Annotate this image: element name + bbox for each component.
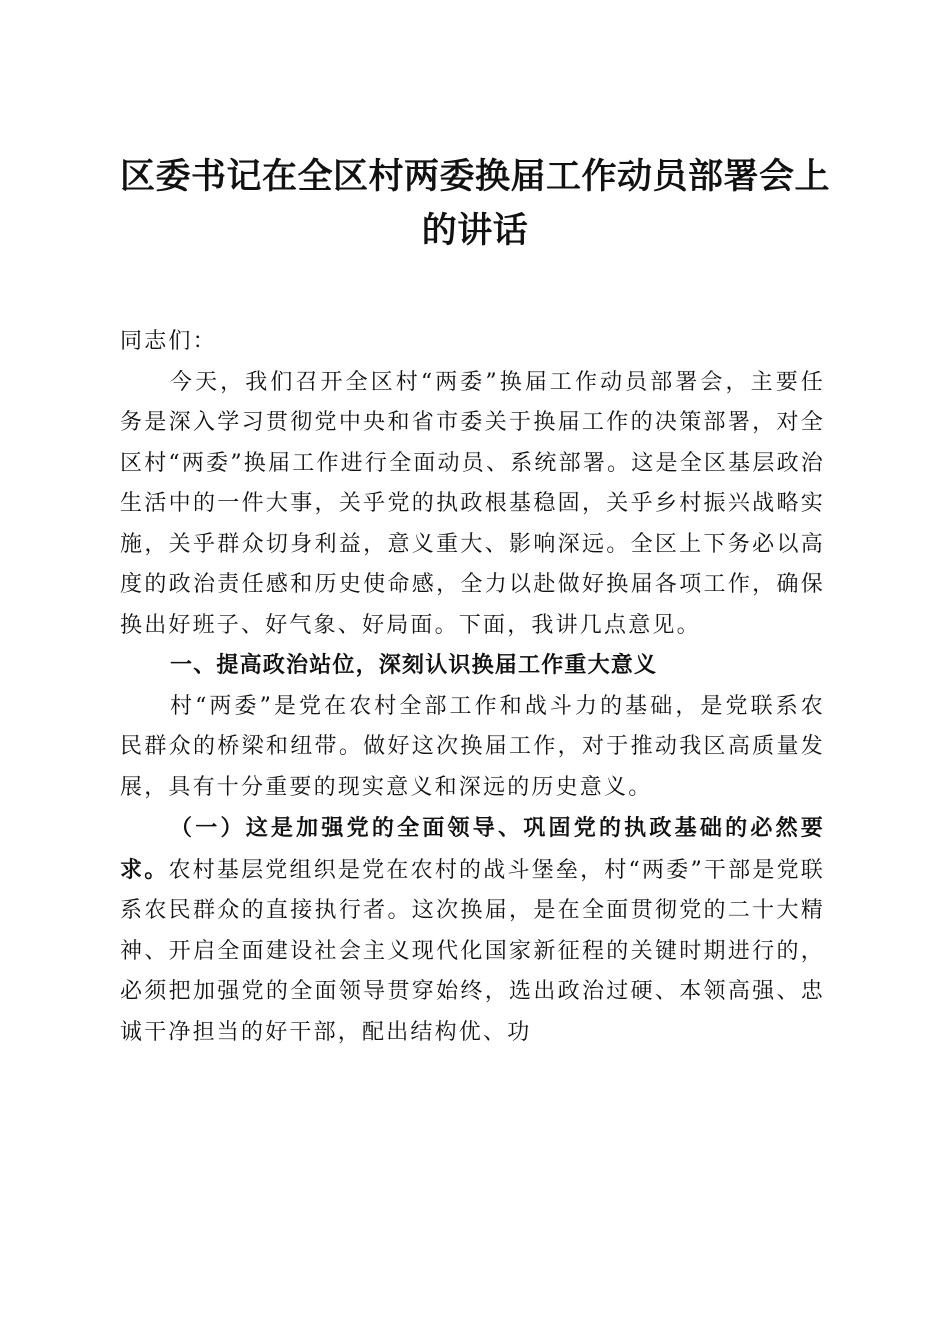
section-1-heading: 一、提高政治站位，深刻认识换届工作重大意义 <box>170 653 658 678</box>
document-body <box>120 322 825 1053</box>
title-line-1: 区委书记在全区村两委换届工作动员部署会上 <box>119 156 830 197</box>
subsection-1-paragraph <box>120 808 825 1053</box>
section-1-paragraph: 村“两委”是党在农村全部工作和战斗力的基础，是党联系农民群众的桥梁和纽带。做好这次换届工作，对于推动我区高质量发展，具有十分重要的现实意义和深远的历史意义。 <box>120 693 825 800</box>
salutation: 同志们： <box>120 329 217 354</box>
subsection-1-lead: （一）这是加强党的全面领导、巩固党的执政基础的必然要求。 <box>120 815 825 883</box>
intro-paragraph: 今天，我们召开全区村“两委”换届工作动员部署会，主要任务是深入学习贯彻党中央和省市委关于换届工作的决策部署，对全区村“两委”换届工作进行全面动员、系统部署。这是全区基层政治生活中的一件大事，关乎党的执政根基稳固，关乎乡村振兴战略实施，关乎群众切身利益，意义重大、影响深远。全区上下务必以高度的政治责任感和历史使命感，全力以赴做好换届各项工作，确保换出好班子、好气象、好局面。下面，我讲几点意见。 <box>120 369 825 638</box>
subsection-1-text: 农村基层党组织是党在农村的战斗堡垒，村“两委”干部是党联系农民群众的直接执行者。这次换届，是在全面贯彻党的二十大精神、开启全面建设社会主义现代化国家新征程的关键时期进行的，必须把加强党的全面领导贯穿始终，选出政治过硬、本领高强、忠诚干净担当的好干部，配出结构优、功 <box>120 857 825 1045</box>
document-title <box>110 150 840 258</box>
title-line-2: 的讲话 <box>421 210 529 251</box>
